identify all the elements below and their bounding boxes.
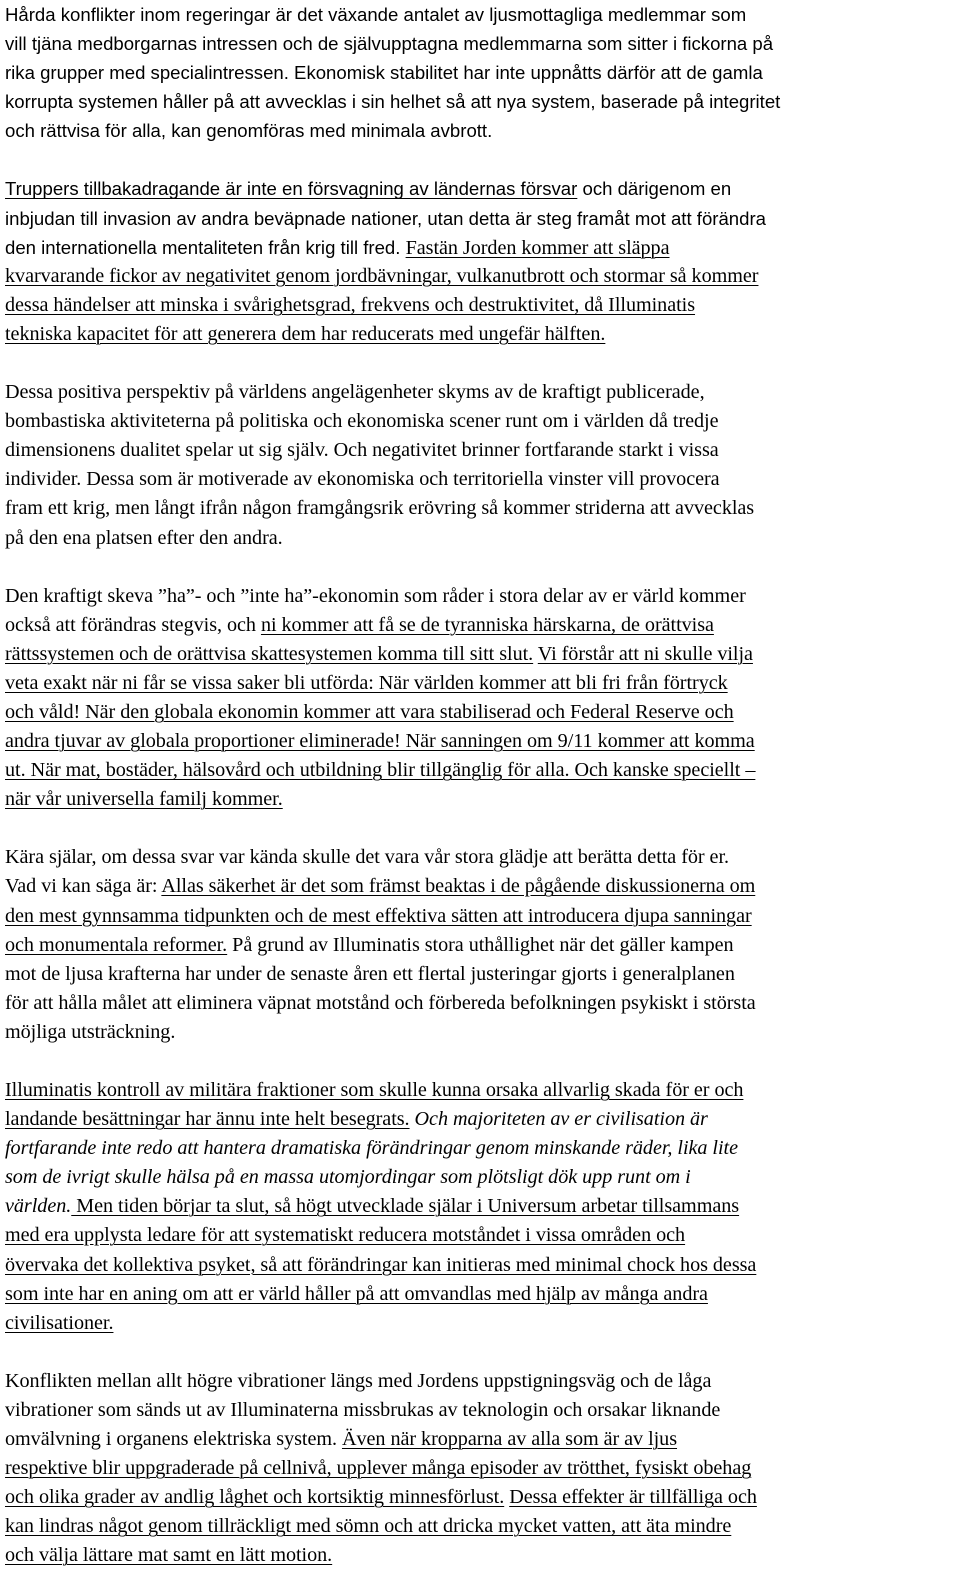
underlined-text-run: och välja lättare mat samt en lätt motion. [5,1544,333,1567]
text-line [5,785,953,814]
text-line [5,1192,953,1221]
text-run: fortfarande inte redo att hantera dramatiska förändringar genom minskande räder, lika lite [5,1137,738,1160]
text-line [5,669,953,698]
text-line [5,116,953,145]
text-line [5,233,953,262]
text-line [5,1105,953,1134]
text-run: vibrationer som sänds ut av Illuminaterna missbrukas av teknologin och orsakar liknande [5,1398,721,1421]
text-line [5,407,953,436]
underlined-text-run: tekniska kapacitet för att generera dem har reducerats med ungefär hälften. [5,322,606,345]
text-line [5,960,953,989]
text-run: också att förändras stegvis, och [5,613,261,636]
underlined-text-run: kvarvarande fickor av negativitet genom jordbävningar, vulkanutbrott och stormar så kommer [5,264,759,287]
text-line [5,582,953,611]
text-line [5,1425,953,1454]
underlined-text-run: Allas säkerhet är det som främst beaktas i de pågående diskussionerna om [161,875,756,898]
text-run: Konflikten mellan allt högre vibrationer längs med Jordens uppstigningsväg och de låga [5,1369,712,1392]
paragraph-1 [5,0,954,145]
text-line [5,1367,953,1396]
text-line [5,1018,953,1047]
underlined-text-run: rättssystemen och de orättvisa skattesystemen komma till sitt slut. [5,642,534,665]
text-run: inbjudan till invasion av andra beväpnade nationer, utan detta är steg framåt mot att förändra [5,207,766,229]
text-line [5,1483,953,1512]
text-line [5,698,953,727]
text-line [5,1309,953,1338]
text-run: bombastiska aktiviteterna på politiska och ekonomiska scener runt om i världen då tredje [5,410,719,433]
text-run: på den ena platsen efter den andra. [5,526,283,549]
text-line [5,1541,953,1570]
underlined-text-run: den mest gynnsamma tidpunkten och de mest effektiva sätten att introducera djupa sanningar [5,904,752,927]
text-line [5,291,953,320]
text-line [5,524,953,553]
text-line [5,872,953,901]
text-line [5,902,953,931]
underlined-text-run: dessa händelser att minska i svårighetsgrad, frekvens och destruktivitet, då Illuminatis [5,293,696,316]
text-line [5,1280,953,1309]
text-line [5,1076,953,1105]
underlined-text-run: civilisationer. [5,1311,114,1334]
underlined-text-run: Även när kropparna av alla som är av ljus [341,1428,678,1451]
underlined-text-run: veta exakt när ni får se vissa saker bli utförda: När världen kommer att bli fri från förtryck [5,671,728,694]
underlined-text-run: Vi förstår att ni skulle vilja [537,642,753,665]
text-run: På grund av Illuminatis stora uthållighet när det gäller kampen [227,933,734,956]
underlined-text-run: Men tiden börjar ta slut, så högt utvecklade själar i Universum arbetar tillsammans [71,1195,740,1218]
text-run: vill tjäna medborgarnas intressen och de självupptagna medlemmarna som sitter i fickorna på [5,33,774,55]
underlined-text-run: Fastän Jorden kommer att släppa [405,236,670,259]
paragraph-5 [5,843,954,1047]
paragraph-7 [5,1367,954,1571]
text-run: korrupta systemen håller på att avvecklas i sin helhet så att nya system, baserade på integritet [5,91,781,113]
text-run: rika grupper med specialintressen. Ekonomisk stabilitet har inte uppnåtts därför att de gamla [5,62,763,84]
text-run: dimensionens dualitet spelar ut sig själv. Och negativitet brinner fortfarande starkt i vissa [5,439,719,462]
text-run: Den kraftigt skeva ”ha”- och ”inte ha”-ekonomin som råder i stora delar av er värld kommer [5,584,746,607]
text-line [5,1134,953,1163]
text-run: världen. [5,1195,72,1218]
text-run: Vad vi kan säga är: [5,875,162,898]
text-run: individer. Dessa som är motiverade av ekonomiska och territoriella vinster vill provocera [5,468,720,491]
underlined-text-run: andra tjuvar av globala proportioner eliminerade! När sanningen om 9/11 kommer att komma [5,730,755,753]
text-run: omvälvning i organens elektriska system. [5,1428,342,1451]
underlined-text-run: och våld! När den globala ekonomin kommer att vara stabiliserad och Federal Reserve och [5,700,734,723]
underlined-text-run: övervaka det kollektiva psyket, så att förändringar kan initieras med minimal chock hos dessa [5,1253,757,1276]
text-run: Och majoriteten av er civilisation är [409,1108,708,1131]
text-line [5,989,953,1018]
text-line [5,1221,953,1250]
text-run: och därigenom en [577,178,732,200]
text-line [5,1396,953,1425]
text-line [5,1251,953,1280]
text-line [5,465,953,494]
paragraph-4 [5,582,954,815]
text-run: Dessa positiva perspektiv på världens angelägenheter skyms av de kraftigt publicerade, [5,381,705,404]
underlined-text-run: och olika grader av andlig låghet och kortsiktig minnesförlust. [5,1486,505,1509]
text-run: som de ivrigt skulle hälsa på en massa utomjordingar som plötsligt dök upp runt om i [5,1166,691,1189]
text-line [5,1512,953,1541]
underlined-text-run: med era upplysta ledare för att systematiskt reducera motståndet i vissa områden och [5,1224,686,1247]
text-line [5,320,953,349]
text-line [5,58,953,87]
text-run: möjliga utsträckning. [5,1020,176,1043]
text-run: och rättvisa för alla, kan genomföras med minimala avbrott. [5,120,493,142]
text-line [5,87,953,116]
text-line [5,756,953,785]
text-line [5,174,953,203]
text-line [5,727,953,756]
text-line [5,640,953,669]
paragraph-3 [5,378,954,553]
underlined-text-run: ni kommer att få se de tyranniska härskarna, de orättvisa [260,613,714,636]
text-line [5,0,953,29]
text-run: den internationella mentaliteten från krig till fred. [5,236,406,258]
text-run: Hårda konflikter inom regeringar är det växande antalet av ljusmottagliga medlemmar som [5,4,747,25]
text-line [5,29,953,58]
text-line [5,843,953,872]
text-run: för att hålla målet att eliminera väpnat motstånd och förbereda befolkningen psykiskt i största [5,991,756,1014]
text-line [5,931,953,960]
text-line [5,1454,953,1483]
text-line [5,494,953,523]
text-line [5,611,953,640]
text-line [5,1163,953,1192]
text-line [5,204,953,233]
underlined-text-run: ut. När mat, bostäder, hälsovård och utbildning blir tillgänglig för alla. Och kanske speciellt – [5,759,756,782]
underlined-text-run: landande besättningar har ännu inte helt besegrats. [5,1108,410,1131]
underlined-text-run: och monumentala reformer. [5,933,228,956]
text-line [5,378,953,407]
underlined-text-run: respektive blir uppgraderade på cellnivå, upplever många episoder av trötthet, fysiskt obehag [5,1457,752,1480]
paragraph-6 [5,1076,954,1338]
underlined-text-run: när vår universella familj kommer. [5,788,283,811]
underlined-text-run: Truppers tillbakadragande är inte en försvagning av ländernas försvar [5,178,578,200]
text-line [5,262,953,291]
text-run: mot de ljusa krafterna har under de senaste åren ett flertal justeringar gjorts i generalplanen [5,962,735,985]
text-run: Kära själar, om dessa svar var kända skulle det vara vår stora glädje att berätta detta för er. [5,846,730,869]
underlined-text-run: som inte har en aning om att er värld håller på att omvandlas med hjälp av många andra [5,1282,708,1305]
underlined-text-run: Dessa effekter är tillfälliga och [509,1486,757,1509]
underlined-text-run: kan lindras något genom tillräckligt med sömn och att dricka mycket vatten, att äta mindre [5,1515,732,1538]
paragraph-2 [5,174,954,349]
text-run: fram ett krig, men långt ifrån någon framgångsrik erövring så kommer striderna att avvecklas [5,497,755,520]
text-line [5,436,953,465]
underlined-text-run: Illuminatis kontroll av militära fraktioner som skulle kunna orsaka allvarlig skada för er och [5,1079,744,1101]
